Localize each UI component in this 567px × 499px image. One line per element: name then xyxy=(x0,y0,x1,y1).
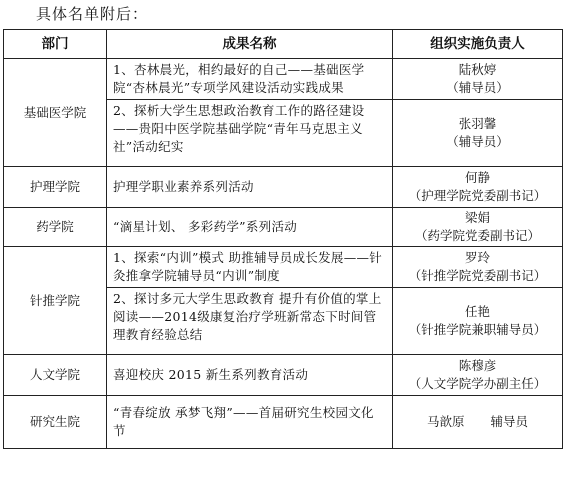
leader-role: （辅导员） xyxy=(446,80,509,95)
department-cell: 基础医学院 xyxy=(4,59,107,167)
leader-role: （人文学院学办副主任） xyxy=(408,376,547,391)
department-cell: 针推学院 xyxy=(4,247,107,355)
table-row xyxy=(4,247,563,288)
leader-role: 辅导员 xyxy=(490,414,529,429)
leader-name: 何静 xyxy=(464,170,490,185)
header-leader: 组织实施负责人 xyxy=(393,30,563,59)
leader-cell xyxy=(393,208,563,247)
leader-cell xyxy=(393,167,563,208)
leader-role: （针推学院党委副书记） xyxy=(408,268,547,283)
leader-role: （针推学院兼职辅导员） xyxy=(408,322,547,337)
leader-cell xyxy=(393,355,563,396)
table-row xyxy=(4,208,563,247)
leader-role: （药学院党委副书记） xyxy=(414,228,540,243)
achievement-cell: “青春绽放 承梦飞翔”——首届研究生校园文化节 xyxy=(107,396,393,449)
table-row xyxy=(4,167,563,208)
leader-cell xyxy=(393,396,563,449)
achievement-roster-table xyxy=(3,29,563,449)
department-cell: 药学院 xyxy=(4,208,107,247)
achievement-cell: 喜迎校庆 2015 新生系列教育活动 xyxy=(107,355,393,396)
leader-name: 马歆原 xyxy=(426,414,465,429)
leader-role: （护理学院党委副书记） xyxy=(408,188,547,203)
department-cell: 人文学院 xyxy=(4,355,107,396)
leader-role: （辅导员） xyxy=(446,134,509,149)
intro-text: 具体名单附后： xyxy=(36,5,149,23)
leader-cell xyxy=(393,100,563,167)
leader-cell xyxy=(393,59,563,100)
leader-name: 梁娟 xyxy=(464,210,490,225)
department-cell: 护理学院 xyxy=(4,167,107,208)
table-header-row xyxy=(4,30,563,59)
achievement-cell: 1、杏林晨光，相约最好的自己——基础医学院“杏林晨光”专项学风建设活动实践成果 xyxy=(107,59,393,100)
leader-name: 罗玲 xyxy=(464,250,490,265)
leader-name: 张羽馨 xyxy=(458,116,497,131)
department-cell: 研究生院 xyxy=(4,396,107,449)
leader-name: 陈穆彦 xyxy=(458,358,497,373)
achievement-cell: 1、探索“内训”模式 助推辅导员成长发展——针灸推拿学院辅导员“内训”制度 xyxy=(107,247,393,288)
header-department: 部门 xyxy=(4,30,107,59)
table-row xyxy=(4,355,563,396)
achievement-cell: 护理学职业素养系列活动 xyxy=(107,167,393,208)
leader-cell xyxy=(393,288,563,355)
header-achievement: 成果名称 xyxy=(107,30,393,59)
leader-name: 陆秋婷 xyxy=(458,62,497,77)
achievement-cell: “滴星计划、 多彩药学”系列活动 xyxy=(107,208,393,247)
leader-cell xyxy=(393,247,563,288)
table-row xyxy=(4,59,563,100)
leader-name: 任艳 xyxy=(464,304,490,319)
table-row xyxy=(4,396,563,449)
achievement-cell: 2、探讨多元大学生思政教育 提升有价值的掌上阅读——2014级康复治疗学班新常态下时间管理教育经验总结 xyxy=(107,288,393,355)
achievement-cell: 2、探析大学生思想政治教育工作的路径建设——贵阳中医学院基础学院“青年马克思主义社”活动纪实 xyxy=(107,100,393,167)
